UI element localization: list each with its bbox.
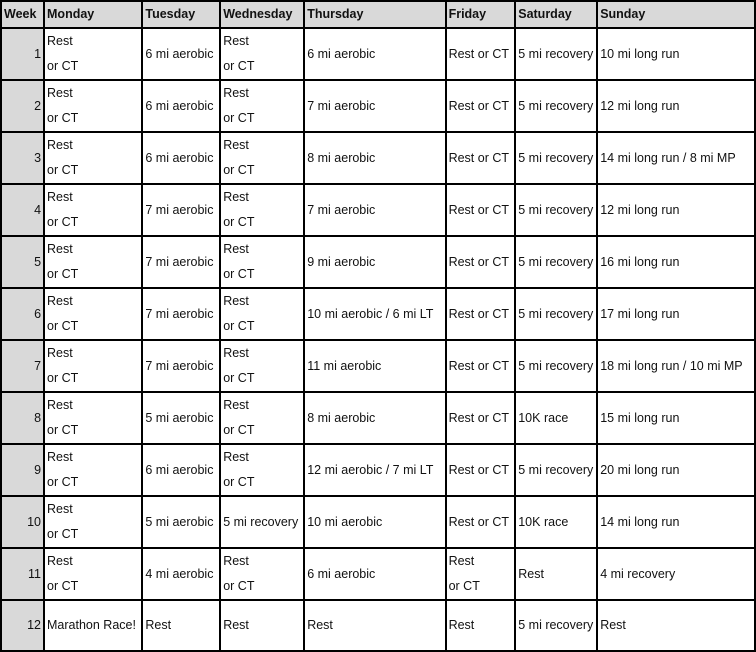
cell-sunday xyxy=(597,28,755,80)
cell-saturday xyxy=(515,132,597,184)
workout-text: 5 mi recovery xyxy=(518,98,594,113)
workout-text: Rest or CT xyxy=(448,462,510,477)
week-number: 9 xyxy=(1,444,44,496)
workout-text: 17 mi long run xyxy=(600,306,680,321)
workout-text: 10 mi aerobic xyxy=(307,514,383,529)
workout-text: 12 mi aerobic / 7 mi LT xyxy=(307,462,434,477)
cell-monday xyxy=(44,600,142,651)
workout-text: or CT xyxy=(47,475,79,489)
workout-text: or CT xyxy=(223,267,255,281)
workout-text: Rest xyxy=(47,294,73,308)
workout-text: 7 mi aerobic xyxy=(307,202,376,217)
cell-friday xyxy=(446,28,516,80)
workout-text: Rest xyxy=(448,618,475,632)
header-tuesday: Tuesday xyxy=(142,1,220,28)
workout-text: 4 mi aerobic xyxy=(145,566,214,581)
cell-wednesday xyxy=(220,28,304,80)
cell-wednesday xyxy=(220,340,304,392)
workout-text: or CT xyxy=(47,319,79,333)
cell-sunday xyxy=(597,392,755,444)
workout-text: Rest xyxy=(223,346,249,360)
cell-saturday xyxy=(515,28,597,80)
workout-text: 6 mi aerobic xyxy=(307,566,376,581)
cell-wednesday xyxy=(220,236,304,288)
workout-text: or CT xyxy=(47,267,79,281)
table-row xyxy=(1,288,755,340)
table-row xyxy=(1,548,755,600)
cell-monday xyxy=(44,548,142,600)
cell-monday xyxy=(44,28,142,80)
workout-text: 10K race xyxy=(518,410,569,425)
cell-sunday xyxy=(597,340,755,392)
cell-tuesday xyxy=(142,444,220,496)
cell-thursday xyxy=(304,288,445,340)
week-number: 1 xyxy=(1,28,44,80)
week-number: 2 xyxy=(1,80,44,132)
table-row xyxy=(1,28,755,80)
workout-text: 6 mi aerobic xyxy=(307,46,376,61)
cell-wednesday xyxy=(220,80,304,132)
header-wednesday: Wednesday xyxy=(220,1,304,28)
workout-text: 14 mi long run / 8 mi MP xyxy=(600,150,736,165)
workout-text: or CT xyxy=(47,527,79,541)
cell-saturday xyxy=(515,548,597,600)
workout-text: 5 mi recovery xyxy=(518,462,594,477)
table-row xyxy=(1,132,755,184)
workout-text: 20 mi long run xyxy=(600,462,680,477)
header-row xyxy=(1,1,755,28)
workout-text: or CT xyxy=(47,111,79,125)
cell-tuesday xyxy=(142,132,220,184)
table-header xyxy=(1,1,755,28)
cell-sunday xyxy=(597,288,755,340)
cell-saturday xyxy=(515,80,597,132)
cell-saturday xyxy=(515,236,597,288)
cell-saturday xyxy=(515,496,597,548)
workout-text: 5 mi recovery xyxy=(518,254,594,269)
workout-text: 5 mi recovery xyxy=(518,358,594,373)
week-number: 7 xyxy=(1,340,44,392)
workout-text: 7 mi aerobic xyxy=(145,306,214,321)
workout-text: or CT xyxy=(47,423,79,437)
table-row xyxy=(1,444,755,496)
cell-wednesday xyxy=(220,392,304,444)
workout-text: 12 mi long run xyxy=(600,202,680,217)
workout-text: Rest or CT xyxy=(448,202,510,217)
workout-text: Rest xyxy=(223,34,249,48)
cell-wednesday xyxy=(220,288,304,340)
cell-friday xyxy=(446,80,516,132)
cell-thursday xyxy=(304,496,445,548)
cell-tuesday xyxy=(142,496,220,548)
workout-text: 7 mi aerobic xyxy=(145,254,214,269)
workout-text: or CT xyxy=(223,423,255,437)
cell-sunday xyxy=(597,444,755,496)
cell-thursday xyxy=(304,392,445,444)
table-row xyxy=(1,236,755,288)
cell-tuesday xyxy=(142,236,220,288)
week-number: 5 xyxy=(1,236,44,288)
workout-text: 11 mi aerobic xyxy=(307,358,382,373)
header-sunday: Sunday xyxy=(597,1,755,28)
cell-thursday xyxy=(304,28,445,80)
cell-saturday xyxy=(515,392,597,444)
workout-text: Rest xyxy=(223,294,249,308)
workout-text: 12 mi long run xyxy=(600,98,680,113)
workout-text: Rest xyxy=(223,450,249,464)
cell-friday xyxy=(446,444,516,496)
cell-sunday xyxy=(597,600,755,651)
workout-text: Marathon Race! xyxy=(47,618,136,632)
cell-monday xyxy=(44,340,142,392)
cell-monday xyxy=(44,392,142,444)
cell-friday xyxy=(446,392,516,444)
cell-monday xyxy=(44,288,142,340)
workout-text: 9 mi aerobic xyxy=(307,254,376,269)
workout-text: 16 mi long run xyxy=(600,254,680,269)
cell-wednesday xyxy=(220,548,304,600)
workout-text: Rest or CT xyxy=(448,254,510,269)
workout-text: Rest or CT xyxy=(448,98,510,113)
cell-thursday xyxy=(304,236,445,288)
workout-text: Rest xyxy=(47,86,73,100)
cell-sunday xyxy=(597,184,755,236)
workout-text: 5 mi recovery xyxy=(518,306,594,321)
week-number: 10 xyxy=(1,496,44,548)
table-row xyxy=(1,80,755,132)
cell-wednesday xyxy=(220,600,304,651)
cell-monday xyxy=(44,80,142,132)
cell-friday xyxy=(446,340,516,392)
cell-sunday xyxy=(597,236,755,288)
workout-text: 5 mi aerobic xyxy=(145,410,214,425)
header-friday: Friday xyxy=(446,1,516,28)
workout-text: or CT xyxy=(47,163,79,177)
workout-text: 15 mi long run xyxy=(600,410,680,425)
workout-text: Rest or CT xyxy=(448,46,510,61)
workout-text: or CT xyxy=(223,163,255,177)
workout-text: 7 mi aerobic xyxy=(145,202,214,217)
cell-thursday xyxy=(304,548,445,600)
workout-text: 10 mi long run xyxy=(600,46,680,61)
workout-text: Rest xyxy=(223,138,249,152)
workout-text: Rest xyxy=(448,554,475,568)
workout-text: Rest xyxy=(223,618,249,632)
workout-text: 7 mi aerobic xyxy=(145,358,214,373)
workout-text: or CT xyxy=(223,215,255,229)
table-row xyxy=(1,392,755,444)
workout-text: 8 mi aerobic xyxy=(307,150,376,165)
cell-friday xyxy=(446,600,516,651)
workout-text: 5 mi aerobic xyxy=(145,514,214,529)
workout-text: 5 mi recovery xyxy=(518,202,594,217)
cell-thursday xyxy=(304,444,445,496)
cell-friday xyxy=(446,132,516,184)
week-number: 11 xyxy=(1,548,44,600)
cell-tuesday xyxy=(142,392,220,444)
workout-text: or CT xyxy=(223,319,255,333)
cell-friday xyxy=(446,548,516,600)
cell-saturday xyxy=(515,340,597,392)
workout-text: 5 mi recovery xyxy=(223,514,299,529)
header-saturday: Saturday xyxy=(515,1,597,28)
workout-text: 18 mi long run / 10 mi MP xyxy=(600,358,743,373)
cell-sunday xyxy=(597,80,755,132)
table-body xyxy=(1,28,755,651)
cell-monday xyxy=(44,184,142,236)
workout-text: Rest xyxy=(47,190,73,204)
workout-text: Rest xyxy=(47,34,73,48)
cell-thursday xyxy=(304,600,445,651)
cell-wednesday xyxy=(220,132,304,184)
workout-text: 5 mi recovery xyxy=(518,618,594,632)
cell-sunday xyxy=(597,496,755,548)
workout-text: or CT xyxy=(223,59,255,73)
workout-text: 7 mi aerobic xyxy=(307,98,376,113)
workout-text: Rest xyxy=(145,618,172,632)
cell-tuesday xyxy=(142,548,220,600)
cell-saturday xyxy=(515,288,597,340)
cell-thursday xyxy=(304,340,445,392)
workout-text: Rest or CT xyxy=(448,358,510,373)
workout-text: or CT xyxy=(47,215,79,229)
cell-wednesday xyxy=(220,444,304,496)
workout-text: Rest xyxy=(47,554,73,568)
cell-friday xyxy=(446,236,516,288)
table-row xyxy=(1,600,755,651)
header-week: Week xyxy=(1,1,44,28)
cell-tuesday xyxy=(142,340,220,392)
cell-wednesday xyxy=(220,184,304,236)
workout-text: 10 mi aerobic / 6 mi LT xyxy=(307,306,434,321)
cell-tuesday xyxy=(142,184,220,236)
workout-text: 6 mi aerobic xyxy=(145,150,214,165)
cell-monday xyxy=(44,444,142,496)
workout-text: Rest or CT xyxy=(448,306,510,321)
workout-text: Rest xyxy=(47,502,73,516)
workout-text: or CT xyxy=(223,111,255,125)
week-number: 3 xyxy=(1,132,44,184)
header-thursday: Thursday xyxy=(304,1,445,28)
cell-sunday xyxy=(597,132,755,184)
workout-text: or CT xyxy=(223,579,255,593)
cell-friday xyxy=(446,184,516,236)
workout-text: 14 mi long run xyxy=(600,514,680,529)
workout-text: or CT xyxy=(47,579,79,593)
cell-saturday xyxy=(515,184,597,236)
workout-text: or CT xyxy=(448,579,480,593)
cell-saturday xyxy=(515,600,597,651)
cell-tuesday xyxy=(142,80,220,132)
cell-thursday xyxy=(304,132,445,184)
workout-text: 5 mi recovery xyxy=(518,46,594,61)
cell-wednesday xyxy=(220,496,304,548)
workout-text: or CT xyxy=(47,371,79,385)
workout-text: Rest xyxy=(47,242,73,256)
workout-text: Rest xyxy=(47,398,73,412)
workout-text: Rest xyxy=(223,554,249,568)
workout-text: Rest xyxy=(307,618,333,632)
cell-monday xyxy=(44,236,142,288)
workout-text: or CT xyxy=(47,59,79,73)
workout-text: Rest xyxy=(47,138,73,152)
table-row xyxy=(1,184,755,236)
workout-text: Rest xyxy=(47,450,73,464)
week-number: 4 xyxy=(1,184,44,236)
table-row xyxy=(1,340,755,392)
workout-text: Rest xyxy=(223,242,249,256)
cell-saturday xyxy=(515,444,597,496)
workout-text: 4 mi recovery xyxy=(600,566,676,581)
workout-text: Rest or CT xyxy=(448,514,510,529)
workout-text: 6 mi aerobic xyxy=(145,462,214,477)
cell-thursday xyxy=(304,184,445,236)
cell-monday xyxy=(44,496,142,548)
week-number: 6 xyxy=(1,288,44,340)
workout-text: 5 mi recovery xyxy=(518,150,594,165)
week-number: 8 xyxy=(1,392,44,444)
workout-text: Rest xyxy=(600,618,626,632)
cell-monday xyxy=(44,132,142,184)
workout-text: Rest or CT xyxy=(448,150,510,165)
workout-text: Rest xyxy=(223,190,249,204)
workout-text: Rest xyxy=(223,398,249,412)
workout-text: 10K race xyxy=(518,514,569,529)
cell-tuesday xyxy=(142,288,220,340)
cell-tuesday xyxy=(142,28,220,80)
workout-text: 8 mi aerobic xyxy=(307,410,376,425)
workout-text: Rest xyxy=(518,566,544,581)
cell-thursday xyxy=(304,80,445,132)
workout-text: or CT xyxy=(223,475,255,489)
workout-text: Rest xyxy=(47,346,73,360)
workout-text: 6 mi aerobic xyxy=(145,98,214,113)
cell-tuesday xyxy=(142,600,220,651)
header-monday: Monday xyxy=(44,1,142,28)
cell-sunday xyxy=(597,548,755,600)
week-number: 12 xyxy=(1,600,44,651)
workout-text: Rest or CT xyxy=(448,410,510,425)
workout-text: 6 mi aerobic xyxy=(145,46,214,61)
workout-text: or CT xyxy=(223,371,255,385)
workout-text: Rest xyxy=(223,86,249,100)
table-row xyxy=(1,496,755,548)
cell-friday xyxy=(446,288,516,340)
cell-friday xyxy=(446,496,516,548)
